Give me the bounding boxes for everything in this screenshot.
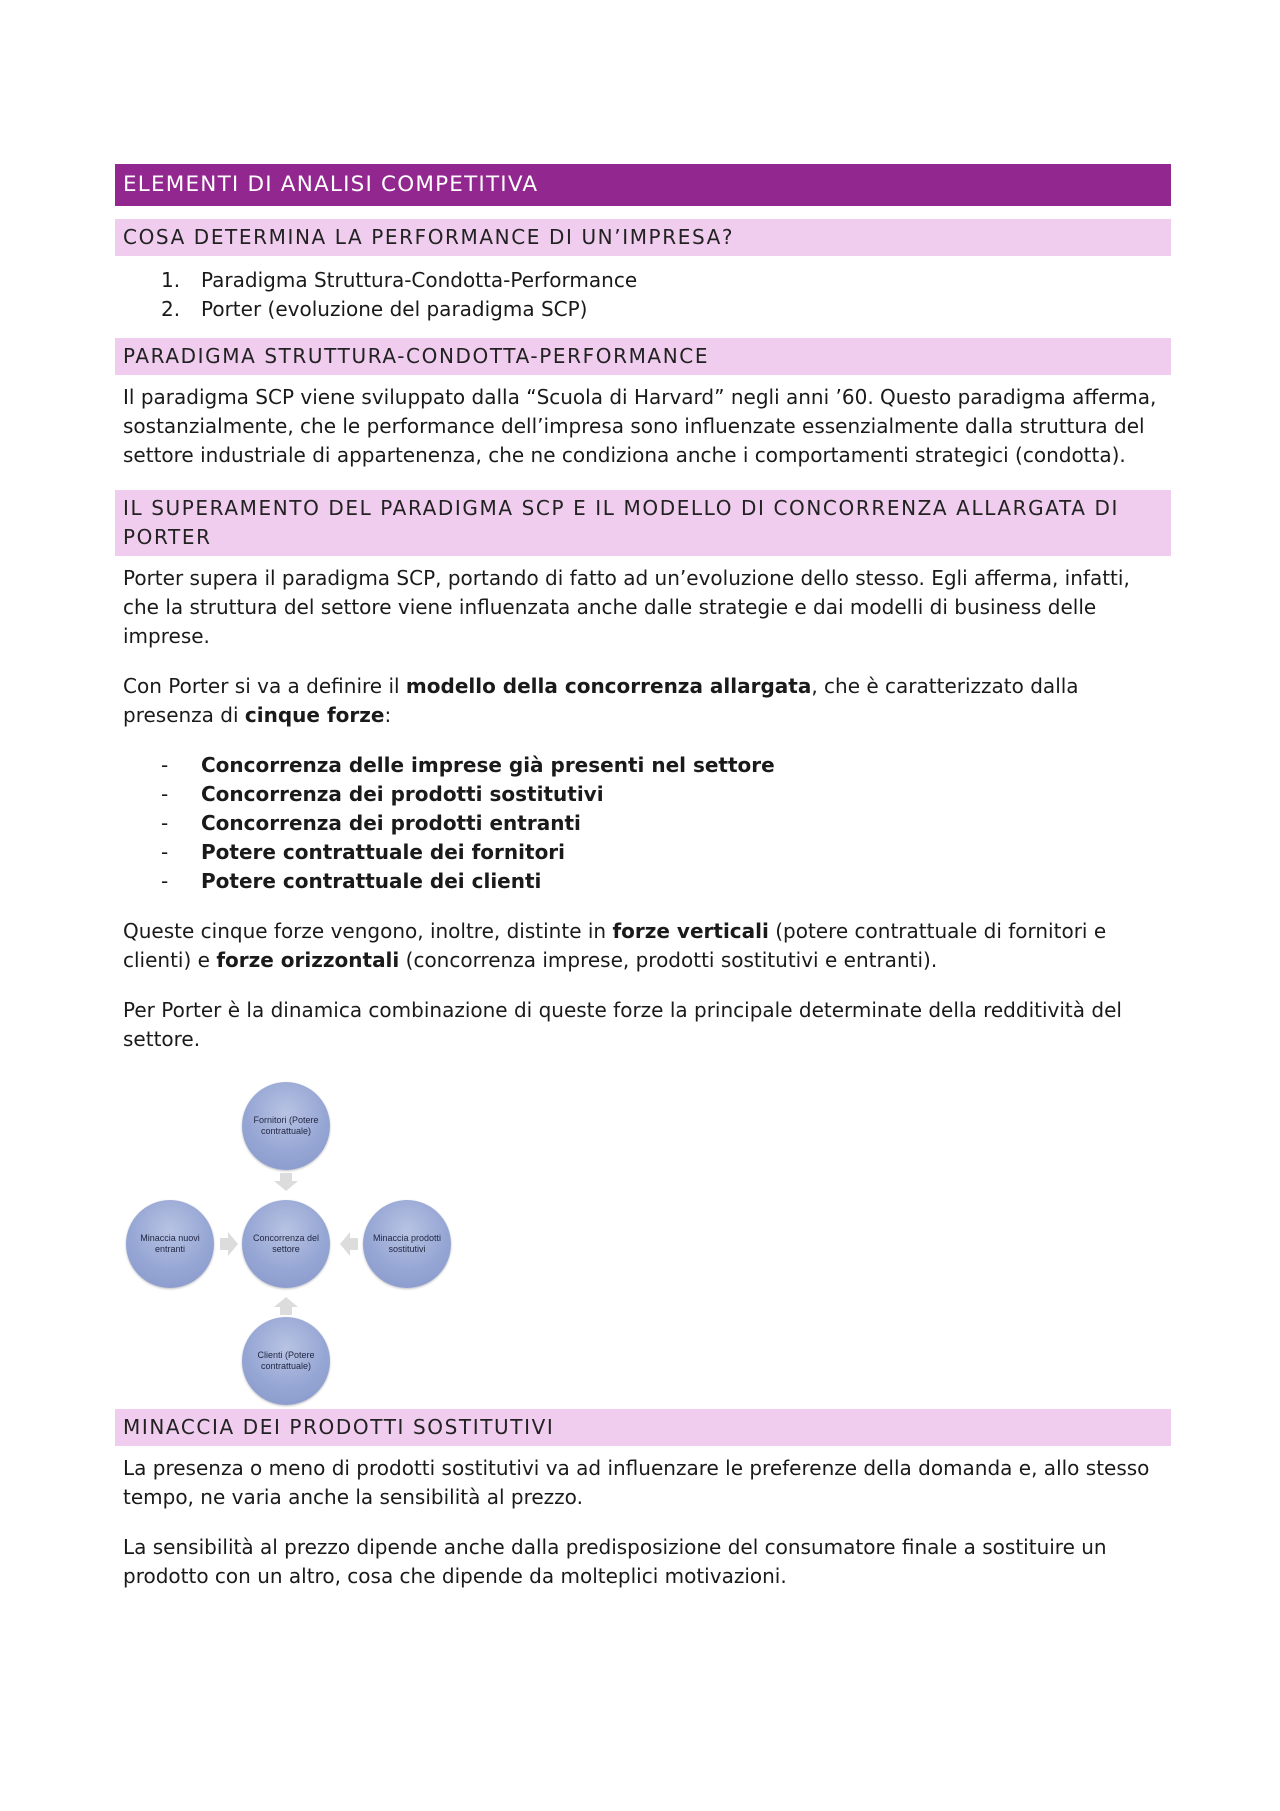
text-run: (concorrenza imprese, prodotti sostitutivi e entranti). [399, 948, 938, 972]
list-item-text: Paradigma Struttura-Condotta-Performance [201, 268, 638, 292]
list-item [115, 780, 1171, 809]
bold-term: forze orizzontali [216, 948, 400, 972]
document-page [115, 164, 1171, 1591]
list-item [115, 751, 1171, 780]
bold-term: modello della concorrenza allargata [405, 674, 812, 698]
dash-bullet: - [161, 782, 169, 806]
diagram-node-industry-rivalry: Concorrenza del settore [242, 1200, 330, 1288]
arrow-up-icon [274, 1297, 298, 1315]
text-run: Queste cinque forze vengono, inoltre, distinte in [123, 919, 613, 943]
list-item-text: Concorrenza delle imprese già presenti nel settore [201, 753, 775, 777]
list-item [115, 295, 1171, 324]
section-heading-scp: PARADIGMA STRUTTURA-CONDOTTA-PERFORMANCE [115, 338, 1171, 375]
list-item [115, 809, 1171, 838]
forces-list [115, 751, 1171, 896]
text-run: (potere contrattuale di fornitori e clienti) e [123, 919, 1107, 972]
dash-bullet: - [161, 811, 169, 835]
list-item-text: Concorrenza dei prodotti entranti [201, 811, 581, 835]
section-heading-performance: COSA DETERMINA LA PERFORMANCE DI UN’IMPRESA? [115, 219, 1171, 256]
arrow-down-icon [274, 1173, 298, 1191]
text-run: Con Porter si va a definire il [123, 674, 406, 698]
diagram-node-substitutes: Minaccia prodotti sostitutivi [363, 1200, 451, 1288]
diagram-node-buyers: Clienti (Potere contrattuale) [242, 1317, 330, 1405]
dash-bullet: - [161, 840, 169, 864]
section-heading-substitutes: MINACCIA DEI PRODOTTI SOSTITUTIVI [115, 1409, 1171, 1446]
numbered-list [115, 266, 1171, 324]
dash-bullet: - [161, 753, 169, 777]
text-run: : [384, 703, 392, 727]
paragraph [115, 672, 1171, 730]
paragraph: Per Porter è la dinamica combinazione di queste forze la principale determinate della redditività del settore. [123, 998, 1122, 1051]
arrow-right-icon [220, 1232, 238, 1256]
list-item-text: Concorrenza dei prodotti sostitutivi [201, 782, 604, 806]
list-item-text: Porter (evoluzione del paradigma SCP) [201, 297, 588, 321]
paragraph [115, 917, 1171, 975]
list-number: 2. [161, 297, 181, 321]
paragraph: Il paradigma SCP viene sviluppato dalla “Scuola di Harvard” negli anni ’60. Questo paradigma afferma, sostanzialmente, che le performance dell’impresa sono influenzate essenzialmente dalla struttura del settore industriale di appartenenza, che ne condiziona anche i comportamenti strategici (condotta). [123, 385, 1157, 467]
paragraph: La sensibilità al prezzo dipende anche dalla predisposizione del consumatore finale a sostituire un prodotto con un altro, cosa che dipende da molteplici motivazioni. [123, 1535, 1107, 1588]
bold-term: forze verticali [612, 919, 769, 943]
list-item [115, 867, 1171, 896]
paragraph: Porter supera il paradigma SCP, portando di fatto ad un’evoluzione dello stesso. Egli afferma, infatti, che la struttura del settore viene influenzata anche dalle strategie e dai modelli di business delle imprese. [123, 566, 1130, 648]
dash-bullet: - [161, 869, 169, 893]
list-item [115, 838, 1171, 867]
section-heading-porter: IL SUPERAMENTO DEL PARADIGMA SCP E IL MODELLO DI CONCORRENZA ALLARGATA DI PORTER [115, 490, 1171, 556]
text-run: , che è caratterizzato dalla presenza di [123, 674, 1079, 727]
list-item [115, 266, 1171, 295]
diagram-node-suppliers: Fornitori (Potere contrattuale) [242, 1082, 330, 1170]
bold-term: cinque forze [244, 703, 385, 727]
five-forces-diagram [125, 1082, 465, 1382]
list-item-text: Potere contrattuale dei clienti [201, 869, 542, 893]
document-title: ELEMENTI DI ANALISI COMPETITIVA [115, 164, 1171, 206]
paragraph: La presenza o meno di prodotti sostitutivi va ad influenzare le preferenze della domanda e, allo stesso tempo, ne varia anche la sensibilità al prezzo. [123, 1456, 1150, 1509]
arrow-left-icon [340, 1232, 358, 1256]
list-number: 1. [161, 268, 181, 292]
list-item-text: Potere contrattuale dei fornitori [201, 840, 566, 864]
diagram-node-new-entrants: Minaccia nuovi entranti [126, 1200, 214, 1288]
